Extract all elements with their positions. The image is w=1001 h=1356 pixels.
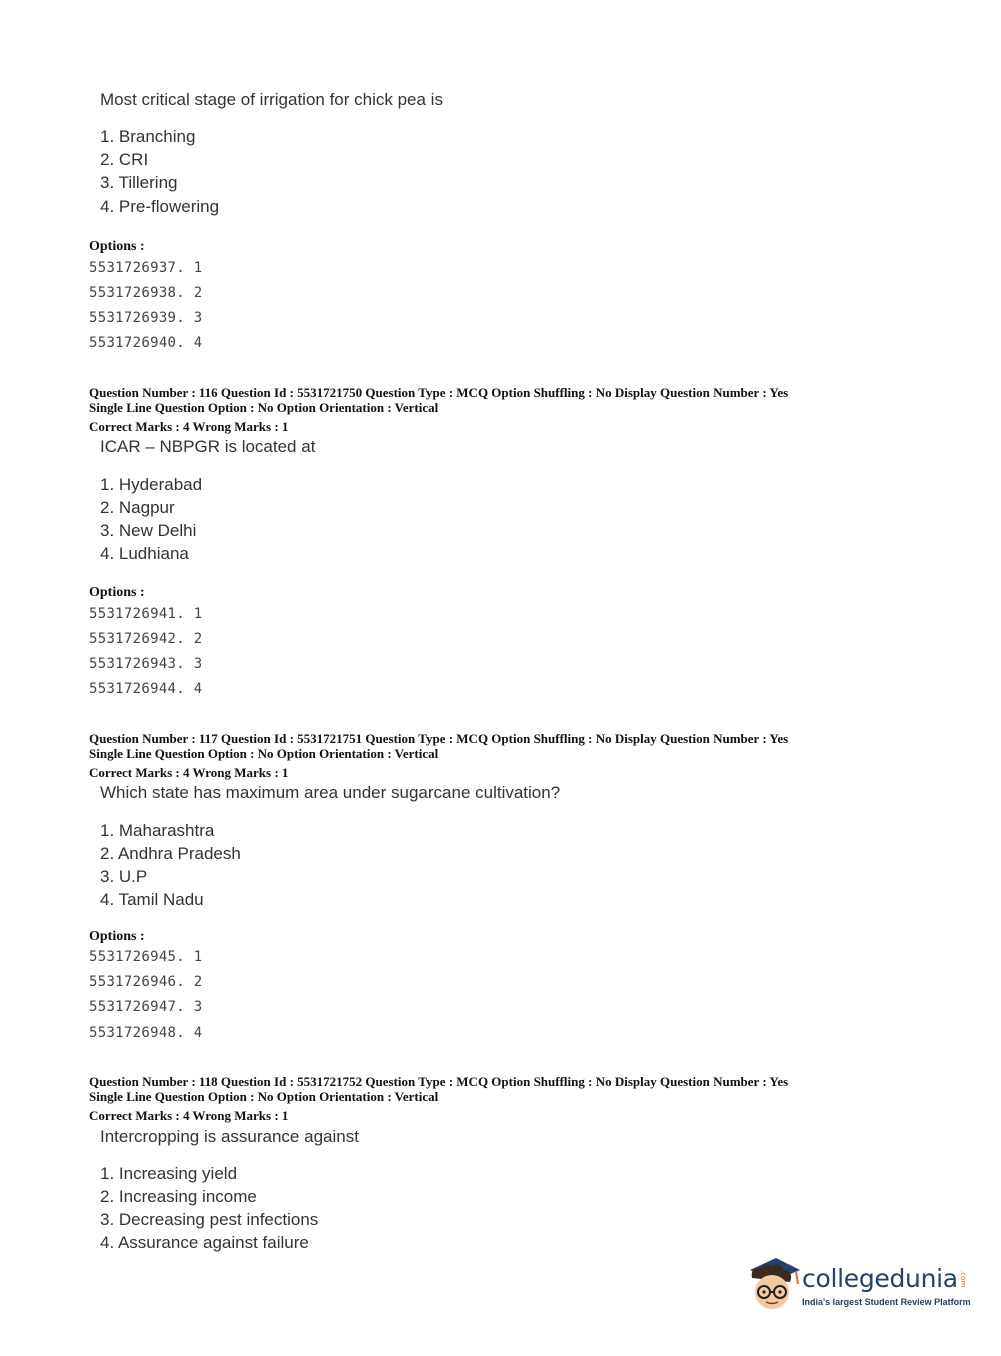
- choice-4: 4. Tamil Nadu: [100, 890, 204, 909]
- choice-1: 1. Hyderabad: [100, 475, 203, 494]
- choice-3: 3. Decreasing pest infections: [100, 1210, 319, 1229]
- choice-3: 3. New Delhi: [100, 521, 197, 540]
- question-stem: Intercropping is assurance against: [100, 1127, 359, 1146]
- question-stem: Which state has maximum area under sugarcane cultivation?: [100, 783, 561, 802]
- choice-2: 2. Nagpur: [100, 498, 175, 517]
- option-id-4: 5531726948. 4: [89, 1025, 203, 1041]
- option-id-2: 5531726946. 2: [89, 974, 203, 990]
- option-id-3: 5531726939. 3: [89, 310, 203, 326]
- options-label: Options :: [89, 239, 145, 254]
- question-stem: ICAR – NBPGR is located at: [100, 437, 316, 456]
- choice-1: 1. Branching: [100, 127, 196, 146]
- question-meta-line1: Question Number : 118 Question Id : 5531721752 Question Type : MCQ Option Shuffling : No Display Question Number : Yes: [89, 1074, 789, 1089]
- question-marks: Correct Marks : 4 Wrong Marks : 1: [89, 765, 289, 780]
- option-id-1: 5531726945. 1: [89, 949, 203, 965]
- brand-suffix: .com: [959, 1270, 967, 1288]
- collegedunia-logo: [742, 1252, 972, 1322]
- choice-4: 4. Assurance against failure: [100, 1233, 309, 1252]
- option-id-4: 5531726940. 4: [89, 335, 203, 351]
- question-marks: Correct Marks : 4 Wrong Marks : 1: [89, 419, 289, 434]
- options-label: Options :: [89, 585, 145, 600]
- question-meta-line2: Single Line Question Option : No Option Orientation : Vertical: [89, 1089, 439, 1104]
- brand-tagline: India's largest Student Review Platform: [802, 1297, 971, 1307]
- question-meta-line2: Single Line Question Option : No Option Orientation : Vertical: [89, 746, 439, 761]
- options-label: Options :: [89, 929, 145, 944]
- choice-1: 1. Increasing yield: [100, 1164, 238, 1183]
- option-id-1: 5531726941. 1: [89, 606, 203, 622]
- choice-2: 2. Andhra Pradesh: [100, 844, 241, 863]
- choice-3: 3. U.P: [100, 867, 148, 886]
- option-id-1: 5531726937. 1: [89, 260, 203, 276]
- question-meta-line1: Question Number : 116 Question Id : 5531721750 Question Type : MCQ Option Shuffling : No Display Question Number : Yes: [89, 385, 789, 400]
- choice-4: 4. Pre-flowering: [100, 197, 220, 216]
- option-id-2: 5531726938. 2: [89, 285, 203, 301]
- option-id-3: 5531726947. 3: [89, 999, 203, 1015]
- option-id-3: 5531726943. 3: [89, 656, 203, 672]
- choice-4: 4. Ludhiana: [100, 544, 189, 563]
- choice-2: 2. CRI: [100, 150, 149, 169]
- brand-name: collegedunia: [802, 1264, 958, 1293]
- option-id-2: 5531726942. 2: [89, 631, 203, 647]
- option-id-4: 5531726944. 4: [89, 681, 203, 697]
- question-marks: Correct Marks : 4 Wrong Marks : 1: [89, 1108, 289, 1123]
- choice-3: 3. Tillering: [100, 173, 178, 192]
- question-meta-line2: Single Line Question Option : No Option Orientation : Vertical: [89, 400, 439, 415]
- question-meta-line1: Question Number : 117 Question Id : 5531721751 Question Type : MCQ Option Shuffling : No Display Question Number : Yes: [89, 731, 789, 746]
- choice-1: 1. Maharashtra: [100, 821, 215, 840]
- question-stem: Most critical stage of irrigation for chick pea is: [100, 90, 443, 109]
- mascot-icon: [742, 1252, 804, 1322]
- choice-2: 2. Increasing income: [100, 1187, 257, 1206]
